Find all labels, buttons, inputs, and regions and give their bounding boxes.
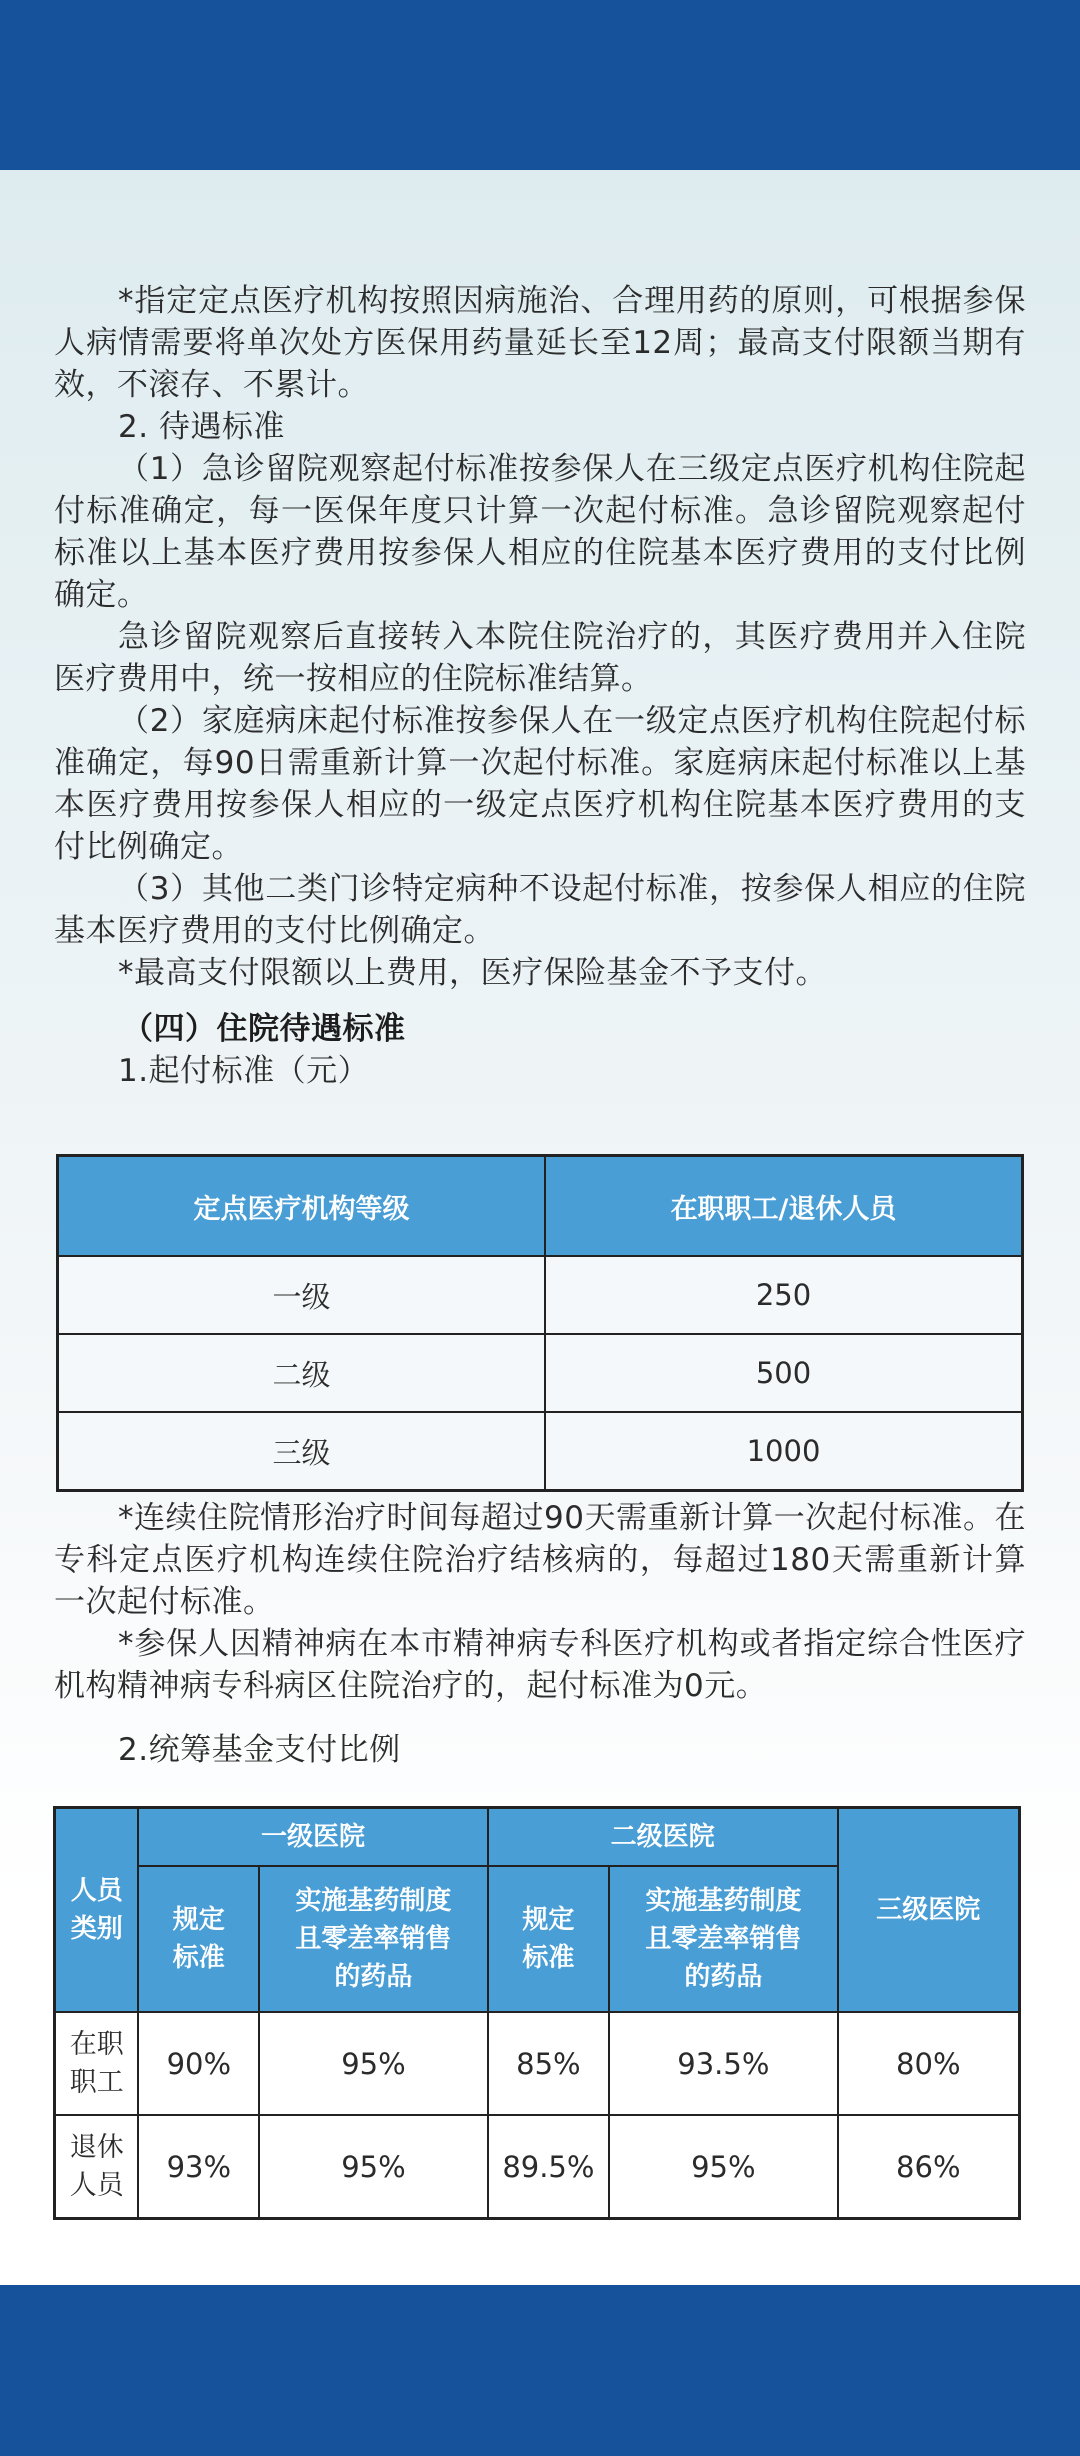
category-label: 退休人员: [69, 2131, 124, 2201]
cell-value: 95%: [259, 2012, 487, 2115]
heading-benefit-standard: 2. 待遇标准: [118, 409, 285, 445]
header-l2-standard-label: 规定标准: [522, 1905, 575, 1973]
paragraph-emergency-observation: （1）急诊留院观察起付标准按参保人在三级定点医疗机构住院起付标准确定，每一医保年度只计算一次起付标准。急诊留院观察起付标准以上基本医疗费用按参保人相应的住院基本医疗费用的支付比例确定。: [54, 451, 1026, 613]
cell-level: 二级: [58, 1334, 546, 1412]
payment-ratio-table: [53, 1806, 1021, 2220]
header-category: [55, 1808, 139, 2013]
cell-category: [55, 2012, 139, 2115]
cell-amount: 250: [545, 1256, 1023, 1334]
cell-value: 95%: [609, 2115, 837, 2219]
paragraph-other-outpatient: （3）其他二类门诊特定病种不设起付标准，按参保人相应的住院基本医疗费用的支付比例确定。: [54, 871, 1026, 949]
subtitle-deductible: 1.起付标准（元）: [118, 1053, 370, 1089]
cell-level: 三级: [58, 1412, 546, 1491]
table-header-row: [58, 1156, 1023, 1257]
cell-value: 89.5%: [488, 2115, 609, 2219]
paragraph-prescription-note: *指定定点医疗机构按照因病施治、合理用药的原则，可根据参保人病情需要将单次处方医保用药量延长至12周；最高支付限额当期有效，不滚存、不累计。: [54, 283, 1026, 403]
subtitle-payment-ratio: 2.统筹基金支付比例: [118, 1732, 401, 1768]
bottom-banner: [0, 2285, 1080, 2456]
deductible-table: [56, 1154, 1024, 1492]
cell-value: 93.5%: [609, 2012, 837, 2115]
note-psychiatric: *参保人因精神病在本市精神病专科医疗机构或者指定综合性医疗机构精神病专科病区住院治疗的，起付标准为0元。: [54, 1626, 1026, 1704]
notes-block: [54, 1497, 1026, 1771]
table-header-row-1: [55, 1808, 1020, 1867]
cell-level: 一级: [58, 1256, 546, 1334]
header-l1-essential-label: 实施基药制度且零差率销售的药品: [295, 1886, 452, 1992]
paragraph-transfer-inpatient: 急诊留院观察后直接转入本院住院治疗的，其医疗费用并入住院医疗费用中，统一按相应的住院标准结算。: [54, 619, 1026, 697]
cell-value: 80%: [838, 2012, 1020, 2115]
header-institution-level: 定点医疗机构等级: [58, 1156, 546, 1257]
header-l2-standard: [488, 1866, 609, 2012]
cell-amount: 500: [545, 1334, 1023, 1412]
header-l1-standard-label: 规定标准: [172, 1905, 225, 1973]
table-row: [55, 2012, 1020, 2115]
header-employee-retiree: 在职职工/退休人员: [545, 1156, 1023, 1257]
paragraph-max-limit-note: *最高支付限额以上费用，医疗保险基金不予支付。: [118, 955, 827, 991]
table-row: [58, 1334, 1023, 1412]
top-banner: [0, 0, 1080, 170]
header-l1-essential-drugs: [259, 1866, 487, 2012]
category-label: 在职职工: [69, 2028, 124, 2098]
cell-value: 95%: [259, 2115, 487, 2219]
cell-value: 93%: [138, 2115, 259, 2219]
note-continuous-hospitalization: *连续住院情形治疗时间每超过90天需重新计算一次起付标准。在专科定点医疗机构连续住院治疗结核病的，每超过180天需重新计算一次起付标准。: [54, 1500, 1026, 1620]
section-title-inpatient: （四）住院待遇标准: [122, 1011, 406, 1047]
header-category-label: 人员类别: [70, 1876, 123, 1944]
table-row: [55, 2115, 1020, 2219]
header-level2-hospital: 二级医院: [488, 1808, 838, 1867]
cell-value: 85%: [488, 2012, 609, 2115]
table-row: [58, 1256, 1023, 1334]
cell-value: 86%: [838, 2115, 1020, 2219]
cell-category: [55, 2115, 139, 2219]
cell-amount: 1000: [545, 1412, 1023, 1491]
paragraph-home-bed: （2）家庭病床起付标准按参保人在一级定点医疗机构住院起付标准确定，每90日需重新计算一次起付标准。家庭病床起付标准以上基本医疗费用按参保人相应的一级定点医疗机构住院基本医疗费用的支付比例确定。: [54, 703, 1026, 865]
header-l2-essential-drugs: [609, 1866, 837, 2012]
header-l2-essential-label: 实施基药制度且零差率销售的药品: [645, 1886, 802, 1992]
header-l1-standard: [138, 1866, 259, 2012]
header-level1-hospital: 一级医院: [138, 1808, 487, 1867]
table-row: [58, 1412, 1023, 1491]
document-body: [54, 280, 1026, 1092]
cell-value: 90%: [138, 2012, 259, 2115]
header-level3-hospital: 三级医院: [838, 1808, 1020, 2013]
